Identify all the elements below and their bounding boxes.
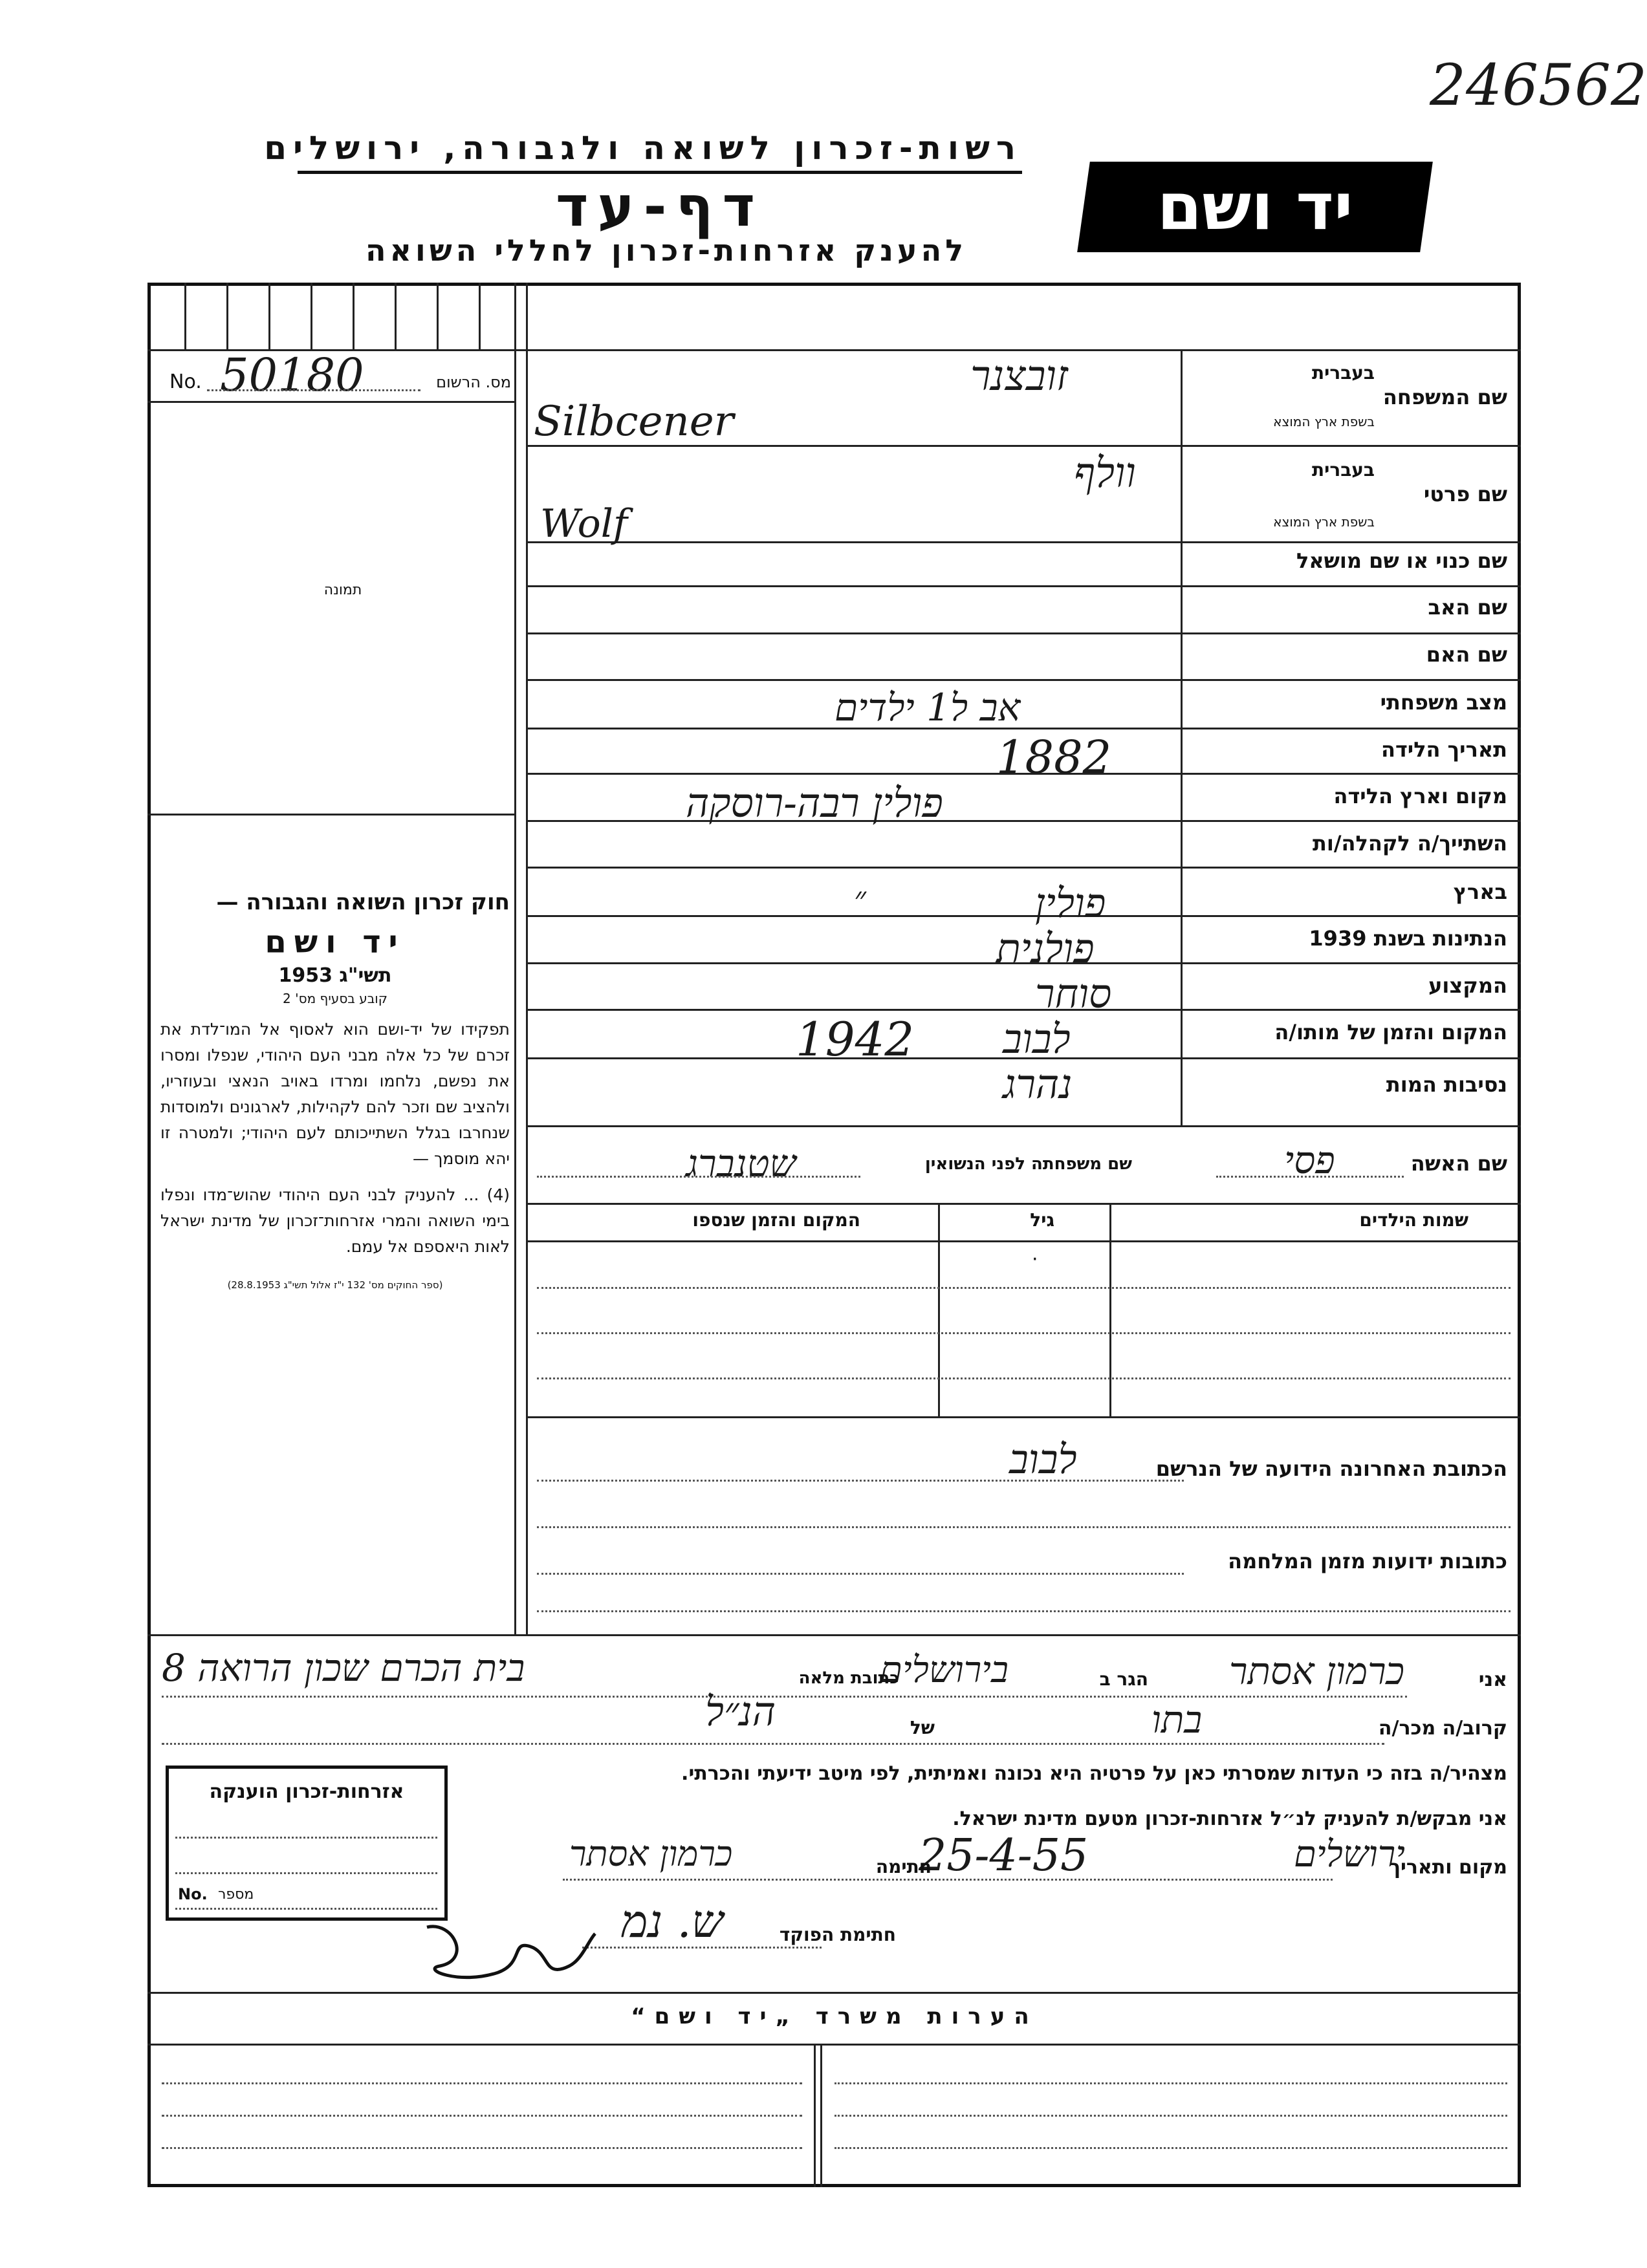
archive-number: 246562: [1430, 52, 1647, 118]
children-place-header: המקום והזמן שנספו: [692, 1209, 860, 1231]
declarant-ani-label: אני: [1478, 1669, 1507, 1691]
declarant-city: בירושלים: [880, 1649, 1009, 1691]
death-year-value: 1942: [796, 1012, 915, 1066]
citizenship-mispar-label: מספר: [218, 1886, 254, 1903]
declarant-signature: כרמון אסתר: [569, 1833, 733, 1874]
firstname-label: שם פרטי: [1423, 482, 1507, 506]
profession-label: המקצוע: [1428, 973, 1507, 998]
children-age-mark: ·: [1032, 1248, 1038, 1271]
declarant-relation: בתו: [1151, 1698, 1203, 1742]
death-cause-value: נהרג: [1003, 1061, 1073, 1108]
law-paragraph-1: תפקידו של יד-ושם הוא לאסוף אל המו־לדת את זכרם של כל אלה מבני העם היהודי, שנפלו ומסרו את נפשם, נלחמו ומרדו באויב הנאצי ובעוזריו, ולהציב שם וזכר להם לקהילות, לארגונים ולמוסדות שנחרבו בגלל השתייכותם לעם היהודי; ולמטרה זו יהא מוסמך —: [160, 1020, 510, 1168]
registration-number: 50180: [220, 349, 364, 402]
nickname-label: שם כנוי או שם מושאל: [1296, 548, 1507, 573]
declaration-place: ירושלים: [1294, 1833, 1405, 1875]
marital-value: אב ל1 ילדים: [834, 686, 1021, 729]
profession-value: סוחר: [1035, 970, 1112, 1017]
declarant-relative-label: קרוב/ה מכר/ה: [1378, 1717, 1507, 1740]
surname-hebrew-value: זובצנר: [970, 352, 1068, 400]
official-signature: ש. נמ: [621, 1895, 724, 1948]
nationality-value: פולנית: [996, 925, 1095, 972]
death-place-value: לבוב: [1003, 1015, 1071, 1063]
declaration-text: מצהיר/ה בזה כי העדות שמסרתי כאן על פרטיה היא נכונה ואמיתית, לפי מיטב ידיעתי והכרתי.: [681, 1762, 1507, 1785]
country-label: בארץ: [1453, 880, 1507, 904]
wartime-address-label: כתובות ידועות מזמן המלחמה: [1228, 1549, 1507, 1573]
law-paragraph-2: (4) ... להעניק לבני העם היהודי שהוש־מדו ונפלו בימי השואה והמרי אזרחות־זכרון של מדינת ישראל לאות היאספם אל עמם.: [160, 1185, 510, 1256]
father-label: שם האב: [1428, 595, 1507, 620]
birthdate-value: 1882: [996, 731, 1112, 784]
declarant-full-address-label: כתובת מלאה: [798, 1669, 899, 1688]
citizenship-box: [166, 1766, 448, 1921]
place-date-label: מקום ותאריך: [1389, 1856, 1507, 1879]
yad-vashem-logo-text: יד ושם: [1157, 169, 1353, 244]
law-citation: (ספר החוקים מס' 132 י"ז אלול תשי"ג 28.8.1953): [227, 1279, 443, 1291]
registration-number-row: [168, 349, 511, 402]
declarant-resident-label: הגר ב: [1099, 1669, 1148, 1690]
declaration-date: 25-4-55: [919, 1830, 1089, 1881]
nationality-label: הנתינות בשנת 1939: [1309, 926, 1507, 951]
remarks-title: הערות משרד „יד ושם“: [631, 2003, 1038, 2029]
birthplace-value: פולין רבה-רוסקה: [686, 779, 943, 826]
birthplace-label: מקום וארץ הלידה: [1333, 784, 1507, 808]
children-age-header: גיל: [1030, 1209, 1054, 1231]
mother-label: שם האם: [1426, 642, 1507, 667]
firstname-origin-label: בשפת ארץ המוצא: [1273, 514, 1375, 530]
community-value: ״: [854, 880, 866, 917]
yad-vashem-logo: [1077, 162, 1433, 252]
form-title: דף-עד: [555, 175, 765, 239]
maiden-name-label: שם משפחתה לפני הנשואין: [924, 1154, 1132, 1174]
declarant-name: כרמון אסתר: [1229, 1649, 1404, 1693]
law-title: חוק זכרון השואה והגבורה —: [216, 889, 510, 915]
surname-latin-value: Silbcener: [534, 398, 734, 446]
wife-value: פסי: [1284, 1138, 1335, 1182]
declarant-of-value: הנ״ל: [705, 1688, 776, 1735]
request-text: אני מבקש/ת להעניק לנ״ל אזרחות-זכרון מטעם מדינת ישראל.: [952, 1808, 1507, 1830]
registration-no-label: No.: [169, 371, 202, 393]
firstname-hebrew-label: בעברית: [1311, 459, 1375, 481]
children-names-header: שמות הילדים: [1359, 1209, 1468, 1231]
wife-label: שם האשה: [1410, 1151, 1507, 1176]
citizenship-box-title: אזרחות-זכרון הוענקה: [209, 1780, 404, 1803]
photo-label: תמונה: [323, 582, 362, 598]
firstname-latin-value: Wolf: [540, 501, 628, 546]
law-year: תשי"ג 1953: [278, 964, 392, 987]
community-label: השתייך/ה לקהלה/ות: [1312, 831, 1507, 856]
registration-mispar-label: מס. הרשום: [436, 373, 511, 391]
declarant-of-label: של: [910, 1717, 935, 1738]
signature-label: חתימה: [875, 1856, 932, 1877]
marital-label: מצב משפחתי: [1380, 690, 1507, 715]
last-address-label: הכתובת האחרונה הידועה של הנרשם: [1155, 1456, 1507, 1481]
birthdate-label: תאריך הלידה: [1380, 737, 1507, 762]
last-address-value: לבוב: [1009, 1436, 1077, 1483]
declarant-full-address: בית הכרם שכון הרואה 8: [162, 1646, 525, 1690]
firstname-hebrew-value: וולף: [1074, 449, 1136, 497]
law-block: [160, 889, 510, 1291]
death-cause-label: נסיבות המות: [1386, 1072, 1507, 1097]
surname-label: שם המשפחה: [1382, 385, 1507, 409]
citizenship-no-label: No.: [178, 1885, 208, 1903]
country-value: פולין: [1035, 880, 1106, 927]
authority-title: רשות-זכרון לשואה ולגבורה, ירושלים: [298, 129, 1022, 174]
form-subtitle: להענק אזרחות-זכרון לחללי השואה: [365, 233, 968, 268]
official-signature-label: חתימת הפוקד: [779, 1924, 896, 1945]
law-clause: קובע בסעיף מס' 2: [283, 991, 387, 1006]
death-label: המקום והזמן של מותו/ה: [1274, 1020, 1507, 1044]
law-name: יד ושם: [265, 924, 406, 960]
surname-origin-label: בשפת ארץ המוצא: [1273, 414, 1375, 429]
maiden-name-value: שטנברג: [686, 1141, 796, 1185]
surname-hebrew-label: בעברית: [1311, 362, 1375, 383]
